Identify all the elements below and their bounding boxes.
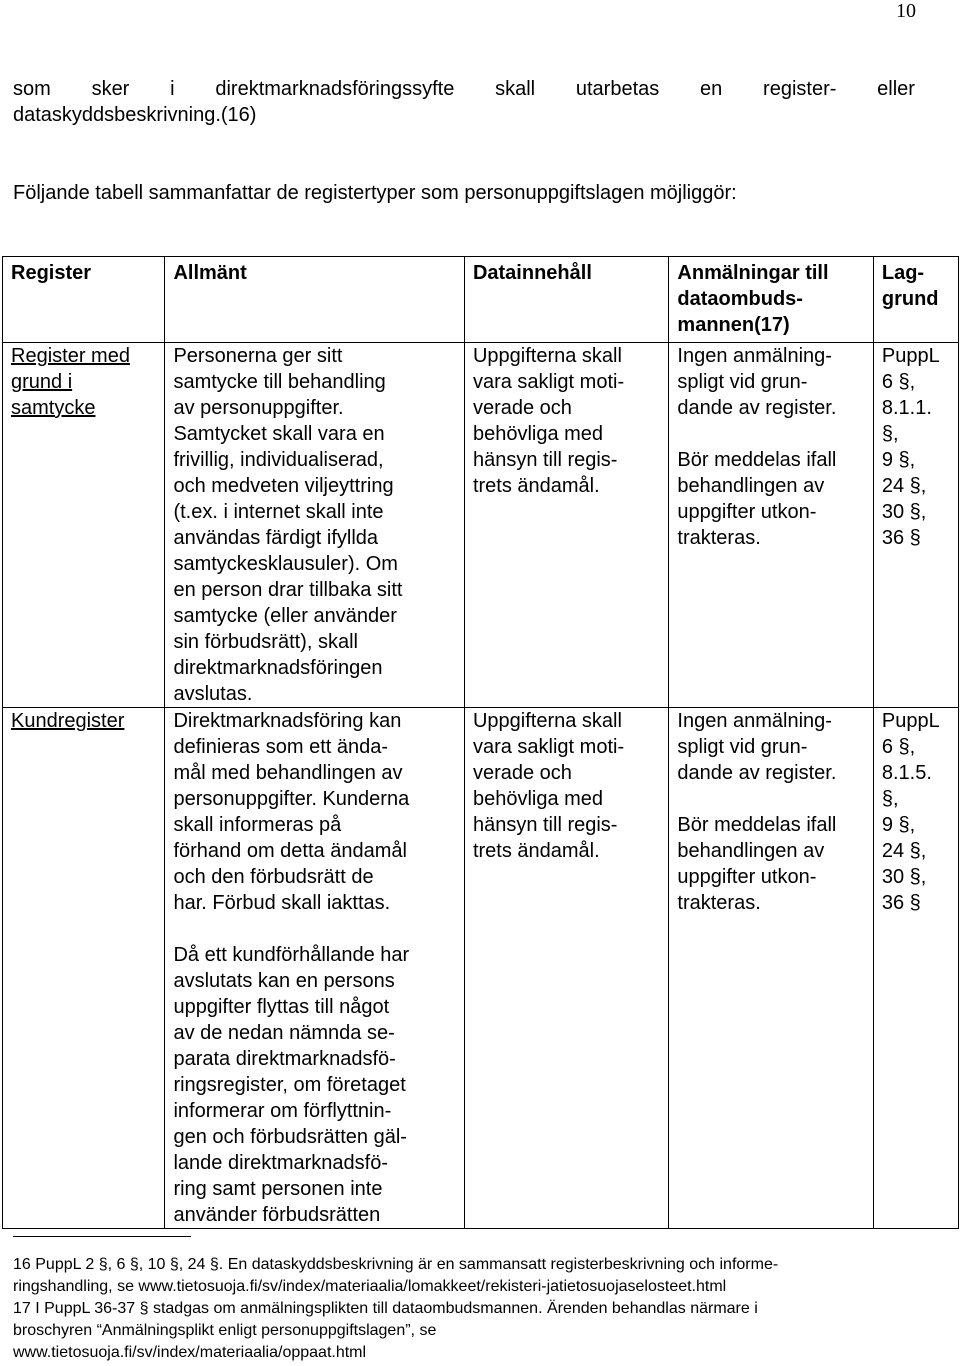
- anmalningar-cell: [669, 343, 873, 708]
- law-line: 24 §,: [881, 840, 927, 862]
- allmant-line: personuppgifter. Kunderna: [173, 788, 410, 810]
- data-line: trets ändamål.: [472, 475, 600, 497]
- allmant-line: användas färdigt ifyllda: [173, 527, 379, 549]
- header-laggrund-line: Lag-: [881, 262, 925, 284]
- header-allmant: Allmänt: [165, 257, 465, 343]
- intro-word: direktmarknadsföringssyfte: [215, 78, 455, 100]
- allmant-line: använder förbudsrätten: [173, 1204, 381, 1226]
- table-row: [3, 343, 959, 708]
- register-name-line: samtycke: [11, 397, 96, 419]
- allmant-line: Direktmarknadsföring kan: [173, 710, 402, 732]
- allmant-line: samtyckesklausuler). Om: [173, 553, 398, 575]
- header-anmalningar-line: dataombuds-: [677, 288, 803, 310]
- header-laggrund-line: grund: [881, 288, 939, 310]
- law-line: 9 §,: [881, 449, 916, 471]
- intro-word: register-: [763, 78, 837, 100]
- page-number: 10: [896, 0, 916, 22]
- allmant-line: parata direktmarknadsfö-: [173, 1048, 396, 1070]
- header-register: Register: [3, 257, 165, 343]
- law-line: 6 §,: [881, 736, 916, 758]
- data-line: vara sakligt moti-: [472, 371, 625, 393]
- allmant-line: informerar om förflyttnin-: [173, 1100, 392, 1122]
- allmant-line: Då ett kundförhållande har: [173, 944, 410, 966]
- header-datainnehall: Datainnehåll: [464, 257, 668, 343]
- law-line: 24 §,: [881, 475, 927, 497]
- intro-word: i: [170, 78, 175, 100]
- allmant-line: gen och förbudsrätten gäl-: [173, 1126, 407, 1148]
- datainnehall-cell: [464, 343, 668, 708]
- data-line: Uppgifterna skall: [472, 710, 622, 732]
- header-laggrund: [873, 257, 958, 343]
- allmant-line: samtycke (eller använder: [173, 605, 397, 627]
- anm-line: behandlingen av: [677, 475, 825, 497]
- anm-line: spligt vid grun-: [677, 736, 808, 758]
- data-line: behövliga med: [472, 788, 604, 810]
- data-line: behövliga med: [472, 423, 604, 445]
- intro-word: eller: [877, 78, 915, 100]
- header-anmalningar-line: mannen(17): [677, 314, 790, 336]
- footnotes: [13, 1254, 913, 1364]
- footnote-16-line: 16 PuppL 2 §, 6 §, 10 §, 24 §. En dataskyddsbeskrivning är en sammansatt registerbeskrivning och informe-: [13, 1256, 779, 1273]
- allmant-line: och den förbudsrätt de: [173, 866, 374, 888]
- anm-line: Bör meddelas ifall: [677, 449, 837, 471]
- datainnehall-cell: [464, 708, 668, 1229]
- allmant-line: avslutas.: [173, 683, 253, 705]
- allmant-line: av de nedan nämnda se-: [173, 1022, 395, 1044]
- header-anmalningar-line: Anmälningar till: [677, 262, 829, 284]
- intro-line-2: dataskyddsbeskrivning.(16): [13, 104, 257, 126]
- allmant-line: Personerna ger sitt: [173, 345, 343, 367]
- intro-word: utarbetas: [575, 78, 660, 100]
- anm-line: trakteras.: [677, 527, 761, 549]
- data-line: vara sakligt moti-: [472, 736, 625, 758]
- data-line: hänsyn till regis-: [472, 814, 618, 836]
- anmalningar-cell: [669, 708, 873, 1229]
- allmant-line: ringsregister, om företaget: [173, 1074, 406, 1096]
- allmant-line: direktmarknadsföringen: [173, 657, 383, 679]
- allmant-line: förhand om detta ändamål: [173, 840, 407, 862]
- footnote-17-line: www.tietosuoja.fi/sv/index/materiaalia/oppaat.html: [13, 1344, 367, 1361]
- anm-line: uppgifter utkon-: [677, 866, 817, 888]
- allmant-line: definieras som ett ända-: [173, 736, 389, 758]
- anm-line: Ingen anmälning-: [677, 710, 832, 732]
- anm-line: uppgifter utkon-: [677, 501, 817, 523]
- table-row: [3, 708, 959, 1229]
- summary-paragraph: Följande tabell sammanfattar de registertyper som personuppgiftslagen möjliggör:: [13, 182, 737, 204]
- data-line: trets ändamål.: [472, 840, 600, 862]
- law-line: 36 §: [881, 892, 921, 914]
- data-line: hänsyn till regis-: [472, 449, 618, 471]
- law-line: 9 §,: [881, 814, 916, 836]
- table-header-row: [3, 257, 959, 343]
- laggrund-cell: [873, 343, 958, 708]
- allmant-line: ring samt personen inte: [173, 1178, 383, 1200]
- register-cell: [3, 708, 165, 1229]
- anm-line: Ingen anmälning-: [677, 345, 832, 367]
- law-line: 8.1.5. §,: [881, 762, 932, 810]
- register-cell: [3, 343, 165, 708]
- law-line: 8.1.1. §,: [881, 397, 932, 445]
- anm-line: Bör meddelas ifall: [677, 814, 837, 836]
- allmant-line: avslutats kan en persons: [173, 970, 395, 992]
- intro-line-1: [13, 76, 915, 102]
- allmant-line: och medveten viljeyttring: [173, 475, 394, 497]
- footnote-17-line: broschyren “Anmälningsplikt enligt personuppgiftslagen”, se: [13, 1322, 437, 1339]
- anm-line: trakteras.: [677, 892, 761, 914]
- law-line: 30 §,: [881, 501, 927, 523]
- allmant-line: uppgifter flyttas till något: [173, 996, 390, 1018]
- footnote-17-line: 17 I PuppL 36-37 § stadgas om anmälningsplikten till dataombudsmannen. Ärenden behandlas närmare i: [13, 1300, 758, 1317]
- allmant-line: skall informeras på: [173, 814, 342, 836]
- allmant-line: sin förbudsrätt), skall: [173, 631, 358, 653]
- allmant-line: mål med behandlingen av: [173, 762, 403, 784]
- law-line: 6 §,: [881, 371, 916, 393]
- register-name-line: grund i: [11, 371, 73, 393]
- header-anmalningar: [669, 257, 873, 343]
- anm-line: spligt vid grun-: [677, 371, 808, 393]
- law-line: 30 §,: [881, 866, 927, 888]
- anm-line: dande av register.: [677, 397, 837, 419]
- law-line: PuppL: [881, 345, 940, 367]
- intro-paragraph: [13, 76, 915, 128]
- allmant-cell: [165, 343, 465, 708]
- footnote-16-line: ringshandling, se www.tietosuoja.fi/sv/index/materiaalia/lomakkeet/rekisteri-jatietosuojaselosteet.html: [13, 1278, 727, 1295]
- anm-line: dande av register.: [677, 762, 837, 784]
- intro-word: skall: [495, 78, 536, 100]
- intro-word: en: [700, 78, 723, 100]
- data-line: verade och: [472, 397, 572, 419]
- intro-word: som: [13, 78, 51, 100]
- register-types-table: [2, 256, 959, 1229]
- allmant-line: frivillig, individualiserad,: [173, 449, 384, 471]
- register-name-line: Register med: [11, 345, 130, 367]
- data-line: verade och: [472, 762, 572, 784]
- allmant-line: har. Förbud skall iakttas.: [173, 892, 391, 914]
- allmant-line: lande direktmarknadsfö-: [173, 1152, 389, 1174]
- allmant-cell: [165, 708, 465, 1229]
- intro-word: sker: [91, 78, 130, 100]
- allmant-line: Samtycket skall vara en: [173, 423, 385, 445]
- law-line: 36 §: [881, 527, 921, 549]
- law-line: PuppL: [881, 710, 940, 732]
- footnote-separator: [13, 1236, 191, 1237]
- allmant-line: en person drar tillbaka sitt: [173, 579, 403, 601]
- allmant-line: samtycke till behandling: [173, 371, 386, 393]
- laggrund-cell: [873, 708, 958, 1229]
- register-name-line: Kundregister: [11, 710, 125, 732]
- data-line: Uppgifterna skall: [472, 345, 622, 367]
- allmant-line: (t.ex. i internet skall inte: [173, 501, 384, 523]
- anm-line: behandlingen av: [677, 840, 825, 862]
- allmant-line: av personuppgifter.: [173, 397, 344, 419]
